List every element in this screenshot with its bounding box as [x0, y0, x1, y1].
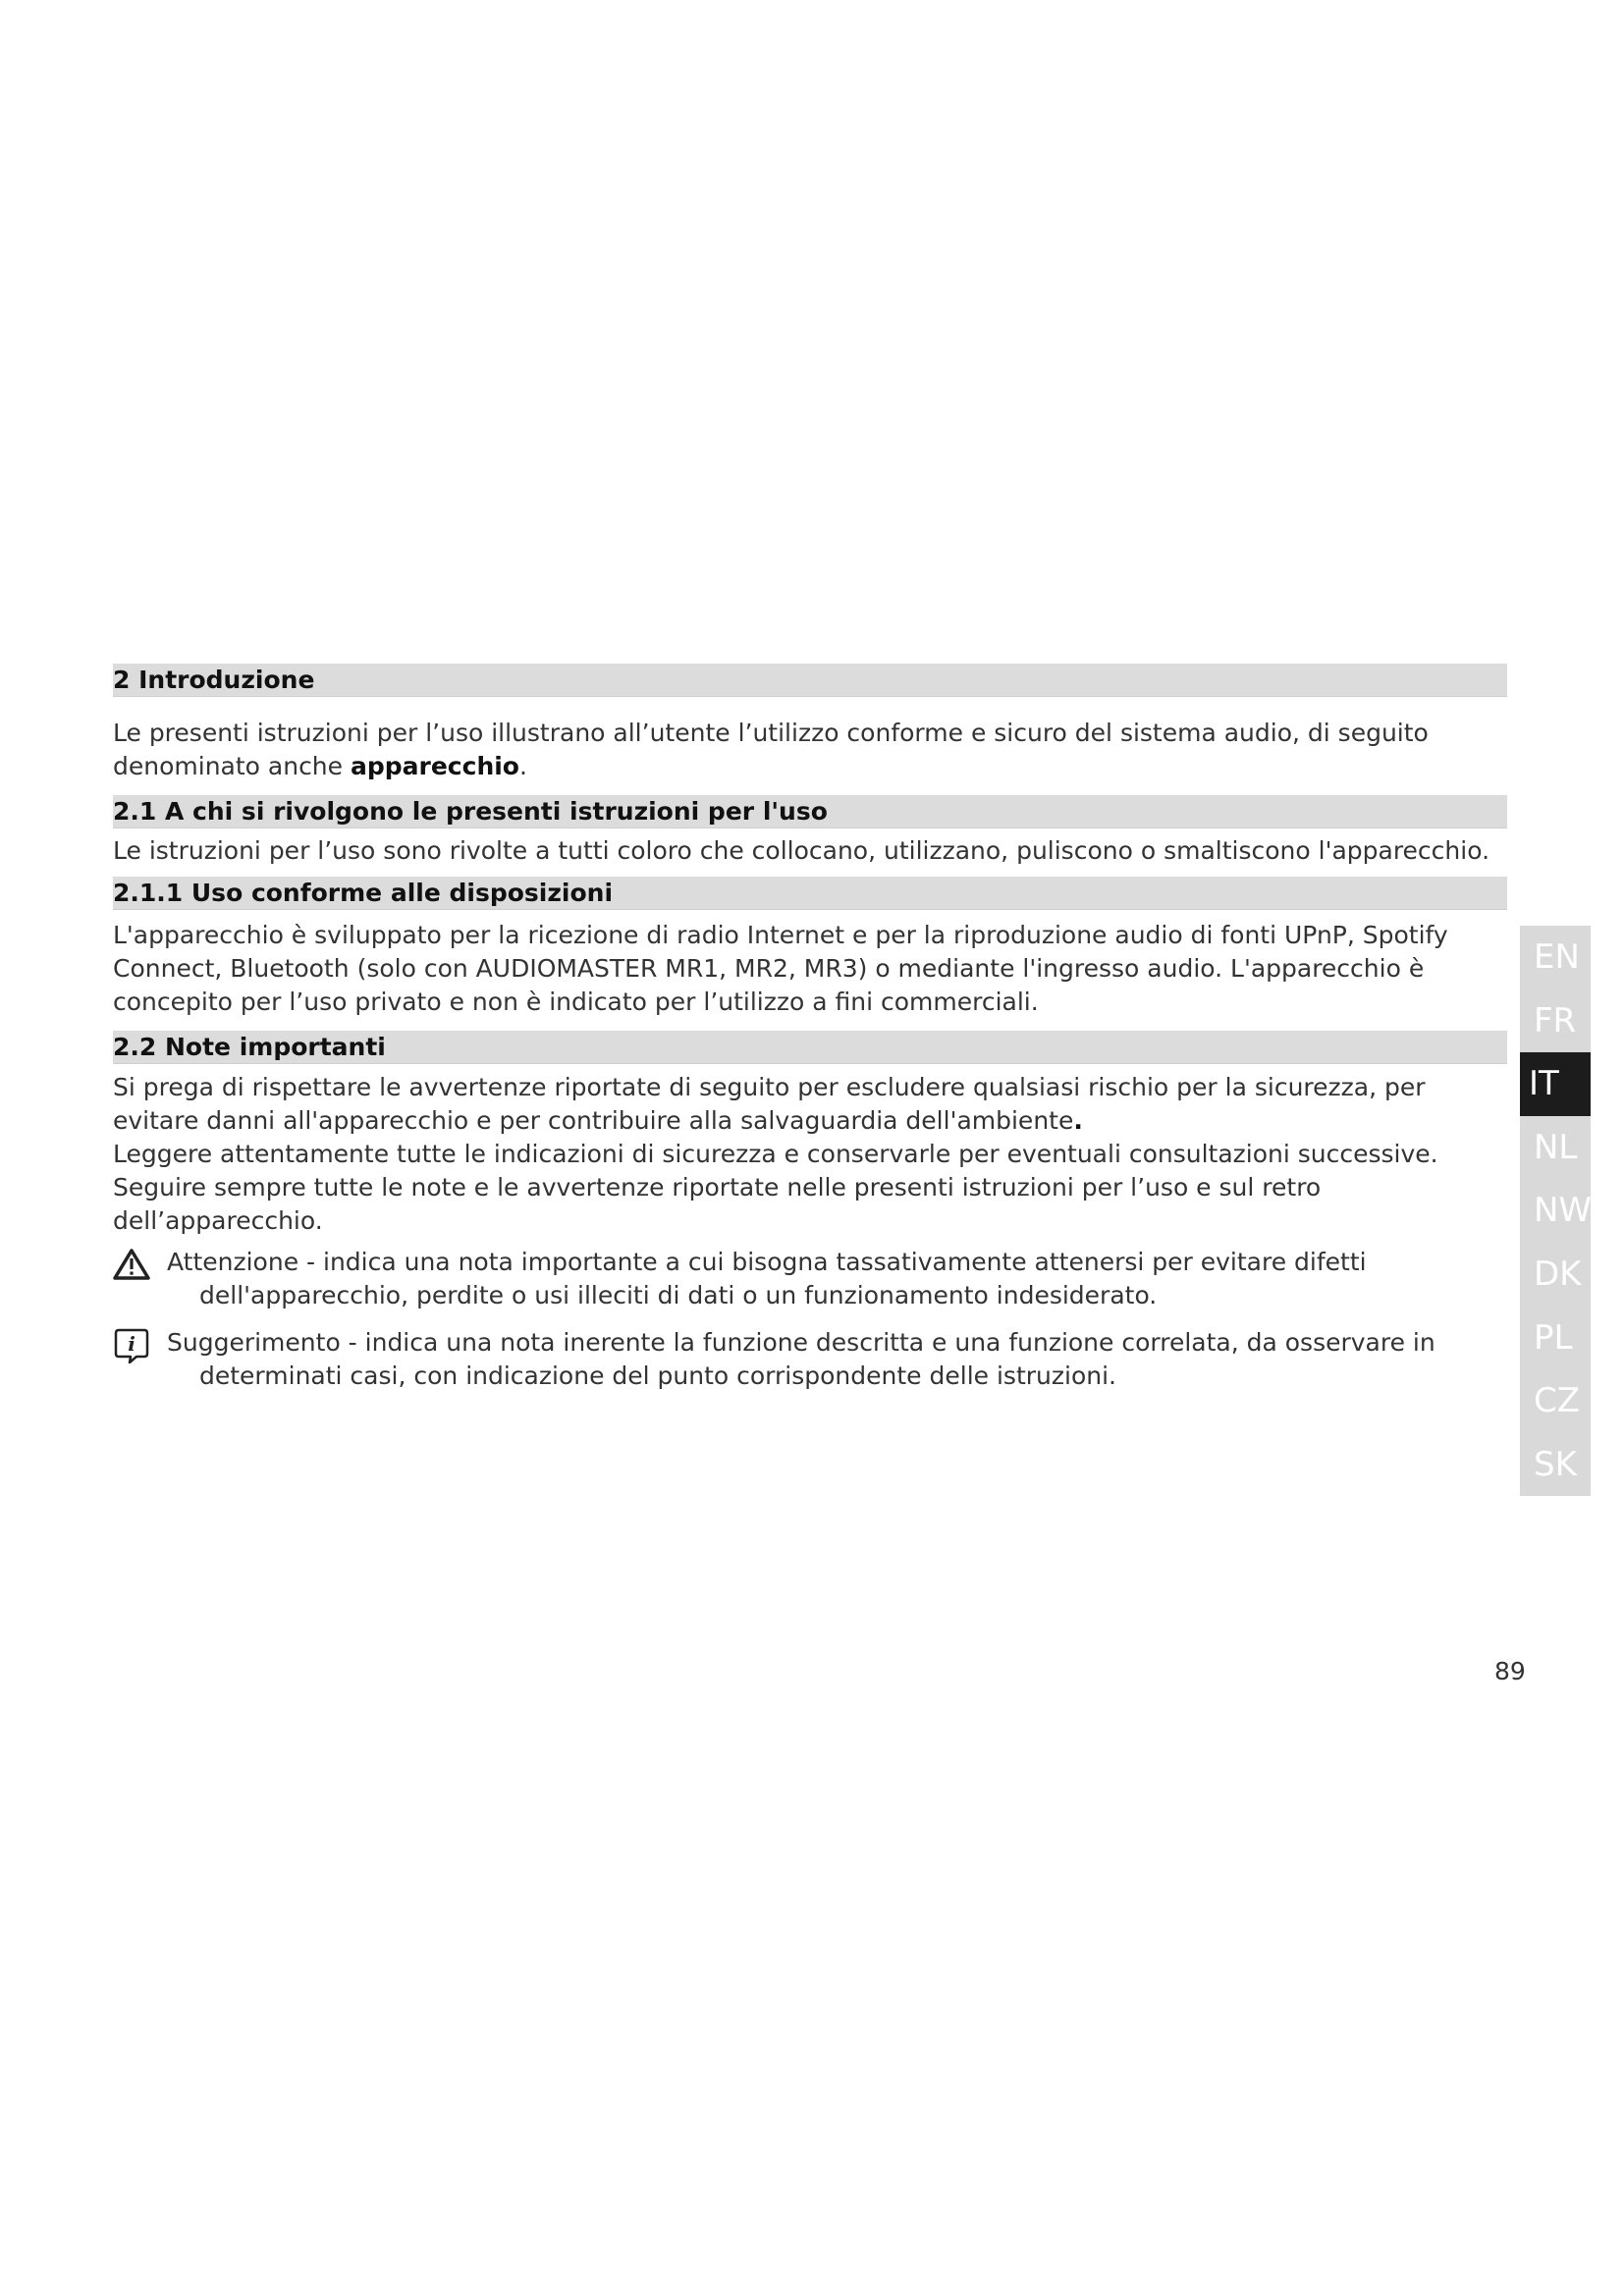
section-2-1-1-paragraph: L'apparecchio è sviluppato per la ricezione di radio Internet e per la riproduzione audio di fonti UPnP, Spotify Connect, Bluetooth (solo con AUDIOMASTER MR1, MR2, MR3) o mediante l'ingresso audio. L'apparecchio è concepito per l’uso privato e non è indicato per l’utilizzo a fini commerciali.: [113, 921, 1448, 1016]
language-tab-sk[interactable]: SK: [1534, 1444, 1577, 1484]
apparecchio-term: apparecchio: [350, 752, 519, 780]
page-content: [113, 664, 1507, 1393]
svg-text:i: i: [128, 1332, 135, 1356]
language-tab-en[interactable]: EN: [1534, 937, 1580, 977]
language-tab-fr[interactable]: FR: [1534, 1000, 1577, 1041]
section-heading-2-1: 2.1 A chi si rivolgono le presenti istruzioni per l'uso: [113, 795, 1507, 828]
section-2-2-paragraph-1: Si prega di rispettare le avvertenze riportate di seguito per escludere qualsiasi rischio per la sicurezza, per evitare danni all'apparecchio e per contribuire alla salvaguardia dell'ambiente.: [113, 1073, 1426, 1135]
tip-text-cont: determinati casi, con indicazione del punto corrispondente delle istruzioni.: [199, 1362, 1116, 1390]
info-icon: [113, 1328, 150, 1362]
warning-triangle-icon: [113, 1248, 150, 1281]
language-tab-nl[interactable]: NL: [1534, 1127, 1578, 1167]
section-2-1-paragraph: Le istruzioni per l’uso sono rivolte a tutti coloro che collocano, utilizzano, puliscono o smaltiscono l'apparecchio.: [113, 836, 1490, 865]
warning-text-cont: dell'apparecchio, perdite o usi illeciti di dati o un funzionamento indesiderato.: [199, 1281, 1158, 1309]
language-tab-dk[interactable]: DK: [1534, 1254, 1582, 1294]
section-heading-2-1-1: 2.1.1 Uso conforme alle disposizioni: [113, 877, 1507, 910]
language-tab-cz[interactable]: CZ: [1534, 1381, 1581, 1421]
section-2-2-paragraph-2: Leggere attentamente tutte le indicazioni di sicurezza e conservarle per eventuali consultazioni successive. Seguire sempre tutte le note e le avvertenze riportate nelle presenti istruzioni per l’uso e sul retro dell’apparecchio.: [113, 1140, 1438, 1235]
warning-text-first: Attenzione - indica una nota importante a cui bisogna tassativamente attenersi per evitare difetti: [167, 1248, 1367, 1276]
section-heading-2-2: 2.2 Note importanti: [113, 1031, 1507, 1064]
language-tab-it[interactable]: IT: [1520, 1052, 1591, 1116]
warning-note: [113, 1246, 1507, 1312]
section-heading-introduzione: 2 Introduzione: [113, 664, 1507, 697]
intro-paragraph: Le presenti istruzioni per l’uso illustrano all’utente l’utilizzo conforme e sicuro del sistema audio, di seguito denominato anche apparecchio.: [113, 719, 1429, 780]
page-number: 89: [1494, 1657, 1526, 1685]
language-tab-nw[interactable]: NW: [1534, 1191, 1593, 1231]
language-tab-pl[interactable]: PL: [1534, 1317, 1573, 1358]
language-tabs: [1520, 926, 1591, 1496]
tip-text-first: Suggerimento - indica una nota inerente la funzione descritta e una funzione correlata, da osservare in: [167, 1328, 1435, 1357]
tip-note: [113, 1326, 1507, 1393]
